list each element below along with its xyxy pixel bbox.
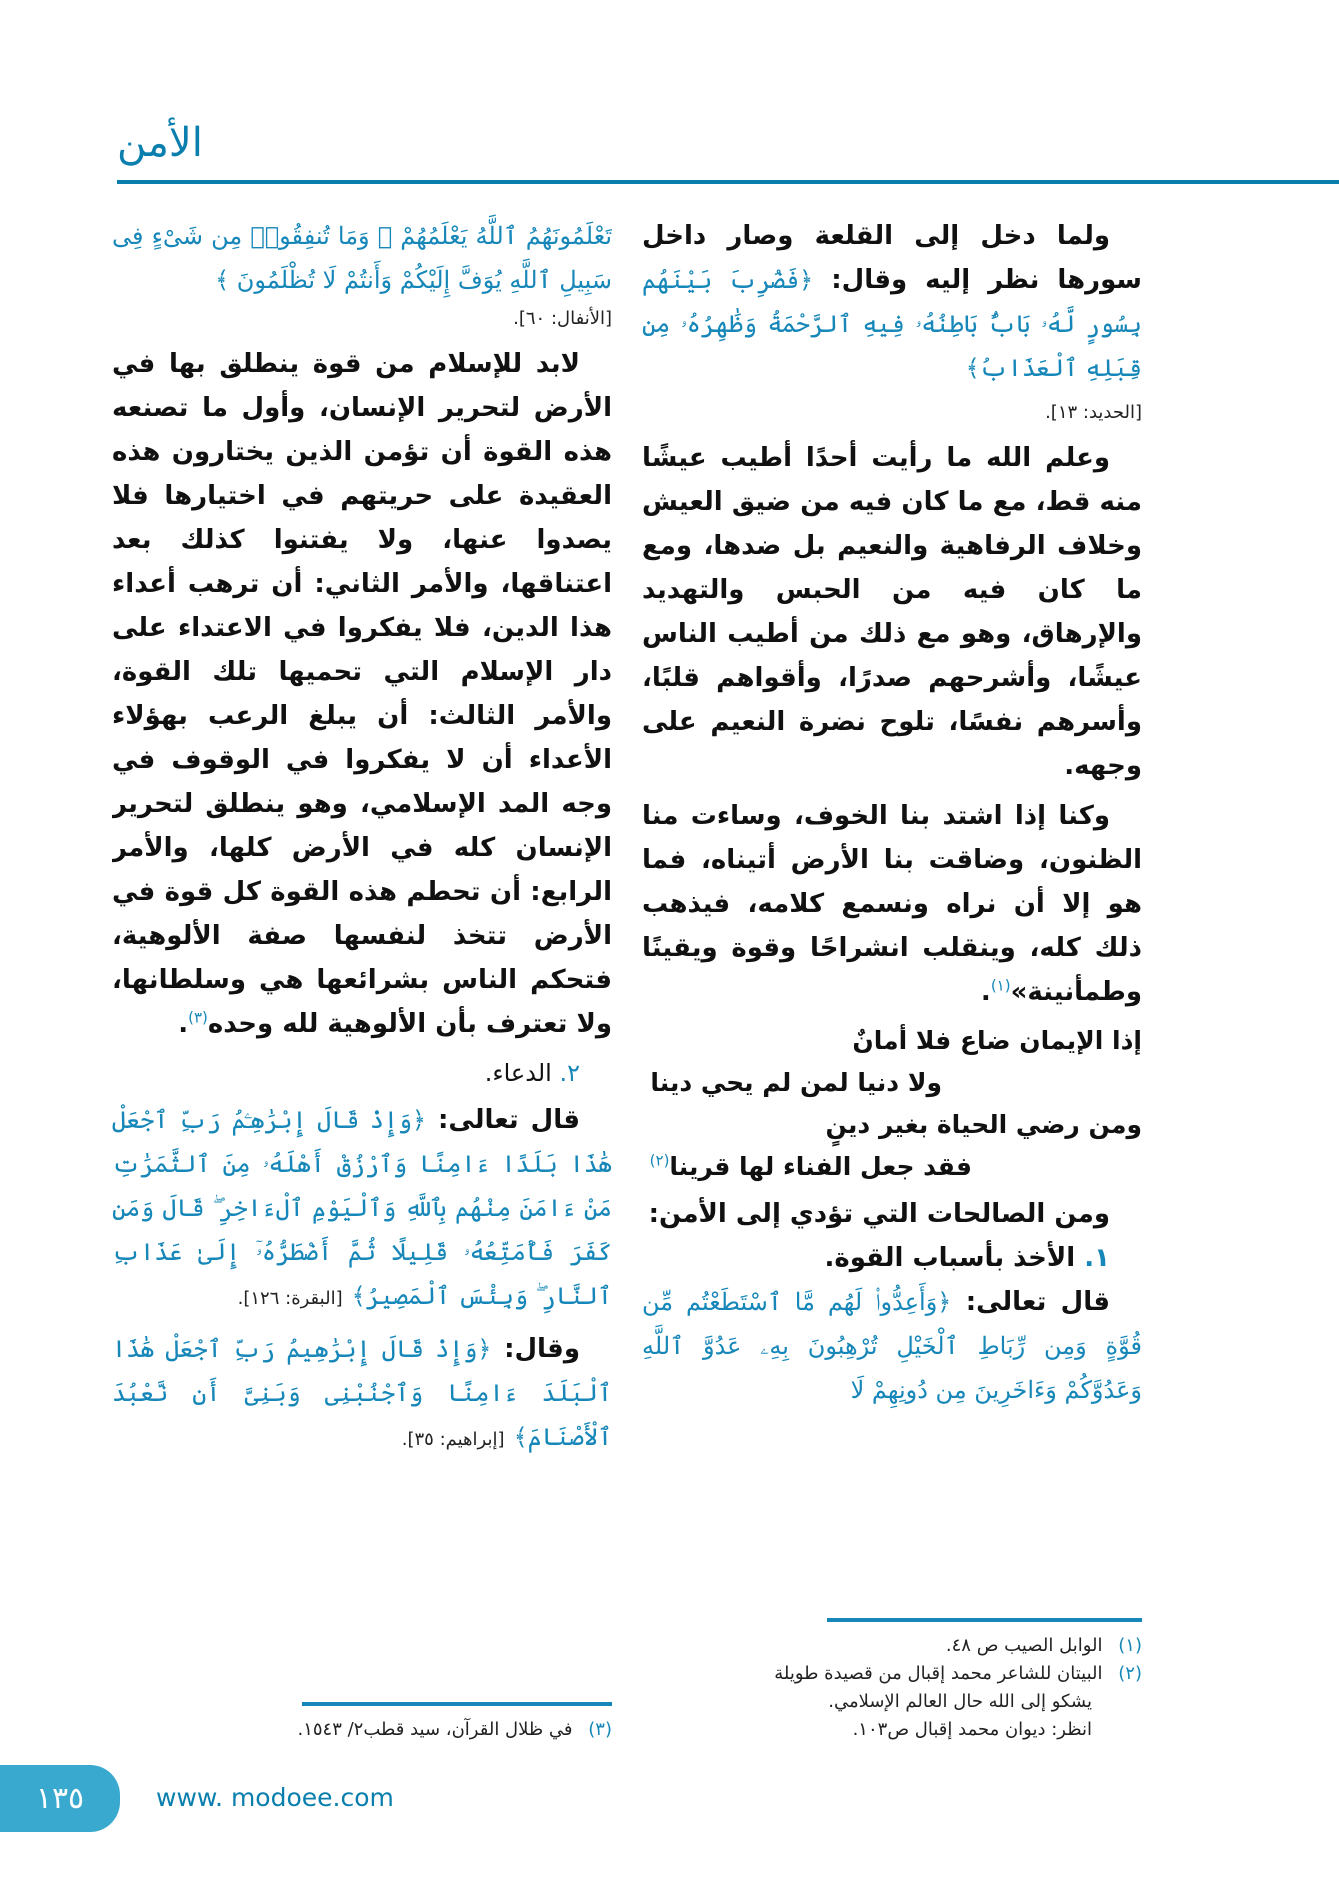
footnote-divider — [827, 1618, 1142, 1622]
paragraph — [642, 214, 1142, 390]
footnote-text: البيتان للشاعر محمد إقبال من قصيدة طويلة — [774, 1663, 1103, 1684]
paragraph-text: لابد للإسلام من قوة ينطلق بها في الأرض لتحرير الإنسان، وأول ما تصنعه هذه القوة أن تؤمن الذين يختارون هذه العقيدة على حريتهم في اختيارها فلا يصدوا عنها، ولا يفتنوا كذلك بعد اعتناقها، والأمر الثاني: أن ترهب أعداء هذا الدين، فلا يفكروا في الاعتداء على دار الإسلام التي تحميها تلك القوة، والأمر الثالث: أن يبلغ الرعب بهؤلاء الأعداء أن لا يفكروا في الوقوف في وجه المد الإسلامي، وهو ينطلق لتحرير الإنسان كله في الأرض كلها، والأمر الرابع: أن تحطم هذه القوة كل قوة في الأرض تتخذ لنفسها صفة الألوهية، فتحكم الناس بشرائعها هي وسلطانها، ولا تعترف بأن الألوهية لله وحده — [112, 349, 612, 1039]
footnote-text: انظر: ديوان محمد إقبال ص١٠٣. — [852, 1719, 1092, 1740]
paragraph: ومن الصالحات التي تؤدي إلى الأمن: — [648, 1199, 1110, 1229]
verse-reference: [إبراهيم: ٣٥]. — [401, 1429, 505, 1450]
header-divider — [117, 180, 1339, 184]
footnote-ref[interactable]: (٢) — [649, 1151, 670, 1170]
quran-verse: ﴿وَإِذْ قَالَ إِبْرَٰهِـۧمُ رَبِّ ٱجْعَلْ هَٰذَا بَلَدًا ءَامِنًا وَٱرْزُقْ أَهْلَهُۥ مِنَ ٱلثَّمَرَٰتِ مَنْ ءَامَنَ مِنْهُم بِٱللَّهِ وَٱلْيَوْمِ ٱلْءَاخِرِ ۖ قَالَ وَمَن كَفَرَ فَأُمَتِّعُهُۥ قَلِيلًا ثُمَّ أَضْطَرُّهُۥٓ إِلَىٰ عَذَابِ ٱلنَّارِ ۖ وَبِئْسَ ٱلْمَصِيرُ﴾ — [112, 1106, 612, 1310]
footnote-text: يشكو إلى الله حال العالم الإسلامي. — [828, 1691, 1092, 1712]
poem-line — [642, 1146, 1142, 1188]
page-number-badge: ١٣٥ — [0, 1765, 120, 1832]
verse-reference: [الحديد: ١٣]. — [1045, 402, 1142, 423]
paragraph — [642, 1280, 1142, 1412]
quran-verse: ﴿فَضُرِبَ بَيْنَهُم بِسُورٍ لَّهُۥ بَابٌۢ بَاطِنُهُۥ فِيهِ ٱلرَّحْمَةُ وَظَٰهِرُهُۥ مِن قِبَلِهِ ٱلْعَذَابُ﴾ — [642, 266, 1142, 382]
quran-verse: تَعْلَمُونَهُمُ ٱللَّهُ يَعْلَمُهُمْ ۚ وَمَا تُنفِقُوا۟ مِن شَىْءٍ فِى سَبِيلِ ٱللَّهِ يُوَفَّ إِلَيْكُمْ وَأَنتُمْ لَا تُظْلَمُونَ ﴾ — [112, 222, 612, 294]
paragraph: وعلم الله ما رأيت أحدًا أطيب عيشًا منه قط، مع ما كان فيه من ضيق العيش وخلاف الرفاهية والنعيم بل ضدها، ومع ما كان فيه من الحبس والتهديد والإرهاق، وهو مع ذلك من أطيب الناس عيشًا، وأشرحهم صدرًا، وأقواهم قلبًا، وأسرهم نفسًا، تلوح نضرة النعيم على وجهه. — [642, 443, 1142, 781]
footnote-ref[interactable]: (٣) — [188, 1008, 208, 1027]
footnote-text: في ظلال القرآن، سيد قطب٢/ ١٥٤٣. — [297, 1719, 573, 1740]
paragraph — [112, 1327, 612, 1462]
quran-verse: ﴿وَإِذْ قَالَ إِبْرَٰهِيمُ رَبِّ ٱجْعَلْ هَٰذَا ٱلْبَلَدَ ءَامِنًا وَٱجْنُبْنِى وَبَنِىَّ أَن نَّعْبُدَ ٱلْأَصْنَامَ﴾ — [112, 1335, 612, 1451]
quran-verse: ﴿وَأَعِدُّوا۟ لَهُم مَّا ٱسْتَطَعْتُم مِّن قُوَّةٍ وَمِن رِّبَاطِ ٱلْخَيْلِ تُرْهِبُونَ بِهِۦ عَدُوَّ ٱللَّهِ وَعَدُوَّكُمْ وَءَاخَرِينَ مِن دُونِهِمْ لَا — [642, 1288, 1142, 1404]
list-item-label: الأخذ بأسباب القوة. — [824, 1243, 1076, 1273]
footnote — [642, 1660, 1142, 1744]
paragraph-text: وكنا إذا اشتد بنا الخوف، وساءت منا الظنون، وضاقت بنا الأرض أتيناه، فما هو إلا أن نراه ونسمع كلامه، فيذهب ذلك كله، وينقلب انشراحًا وقوة ويقينًا وطمأنينة» — [642, 801, 1142, 1007]
footnote-text: الوابل الصيب ص ٤٨. — [945, 1635, 1103, 1656]
verse-reference: [البقرة: ١٢٦]. — [237, 1288, 343, 1309]
paragraph — [112, 342, 612, 1046]
poem-line: إذا الإيمان ضاع فلا أمانٌ — [852, 1026, 1142, 1055]
paragraph-text: وقال: — [504, 1334, 580, 1364]
footnotes — [112, 1690, 612, 1744]
footnote-number: (٣) — [588, 1719, 612, 1740]
footnote-divider — [302, 1702, 612, 1706]
list-item-heading — [112, 1052, 612, 1094]
list-item-number: ٢. — [559, 1059, 580, 1087]
list-item-heading — [642, 1236, 1142, 1280]
left-column — [112, 214, 612, 1744]
footnote-number: (١) — [1118, 1635, 1142, 1656]
paragraph — [112, 1098, 612, 1321]
footnote — [642, 1632, 1142, 1660]
footnote-number: (٢) — [1118, 1663, 1142, 1684]
period: . — [980, 977, 991, 1007]
footnote — [112, 1716, 612, 1744]
list-item-label: الدعاء. — [484, 1059, 552, 1087]
paragraph — [642, 794, 1142, 1014]
poem-line: ولا دنيا لمن لم يحي دينا — [650, 1068, 942, 1097]
verse-reference: [الأنفال: ٦٠]. — [513, 308, 612, 329]
paragraph-text: قال تعالى: — [438, 1105, 580, 1135]
period: . — [178, 1009, 189, 1039]
paragraph-text: قال تعالى: — [965, 1287, 1110, 1317]
right-column — [642, 214, 1142, 1744]
poem-line-text: فقد جعل الفناء لها قرينا — [669, 1152, 972, 1181]
poem — [642, 1020, 1142, 1188]
footnotes — [642, 1606, 1142, 1744]
footnote-ref[interactable]: (١) — [990, 976, 1011, 995]
poem-line: ومن رضي الحياة بغير دينٍ — [825, 1110, 1142, 1139]
page-title: الأمن — [117, 120, 203, 166]
paragraph-text: ولما دخل إلى القلعة وصار داخل سورها نظر إليه وقال: — [642, 221, 1142, 295]
list-item-number: ١. — [1084, 1243, 1110, 1273]
website-link[interactable]: www. modoee.com — [156, 1783, 394, 1812]
